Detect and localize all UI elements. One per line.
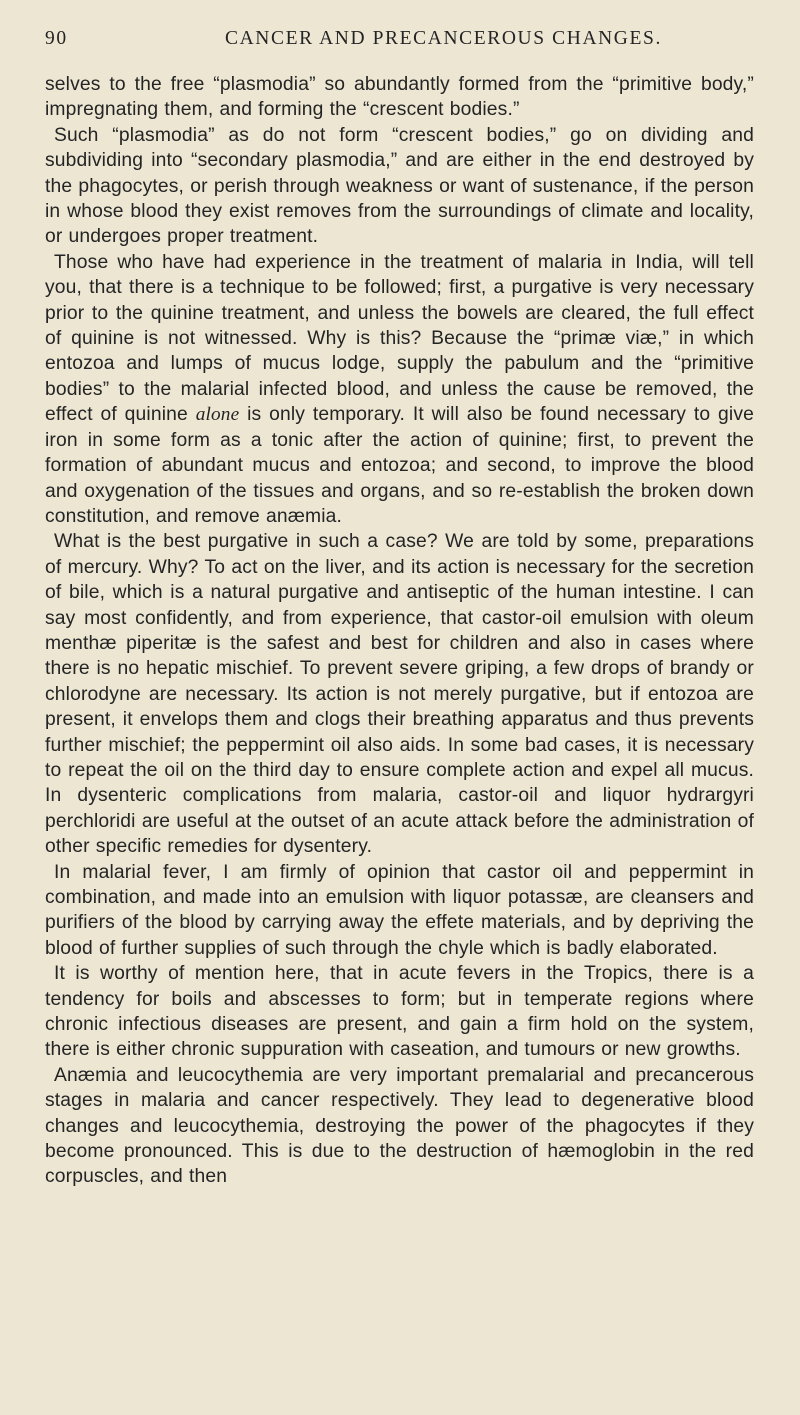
body-text [45, 72, 754, 1190]
paragraph-text: Anæmia and leucocythemia are very important premalarial and precancerous stages in malaria and cancer respectively. They lead to degenerative blood changes and leucocythemia, destroying the power of the phagocytes if they become pronounced. This is due to the destruction of hæmoglobin in the red corpuscles, and then [45, 1064, 754, 1188]
paragraph-text: In malarial fever, I am firmly of opinion that castor oil and peppermint in combination, and made into an emulsion with liquor potassæ, are cleansers and purifiers of the blood by carrying away the effete materials, and by depriving the blood of further supplies of such through the chyle which is badly elaborated. [45, 861, 754, 959]
paragraph-text: What is the best purgative in such a case? We are told by some, preparations of mercury. Why? To act on the liver, and its action is necessary for the secretion of bile, which is a natural purgative and antiseptic of the human intestine. I can say most confidently, and from experience, that castor-oil emulsion with oleum menthæ piperitæ is the safest and best for children and also in cases where there is no hepatic mischief. To prevent severe griping, a few drops of brandy or chlorodyne are necessary. Its action is not merely purgative, but if entozoa are present, it envelops them and clogs their breathing apparatus and thus prevents further mischief; the peppermint oil also aids. In some bad cases, it is necessary to repeat the oil on the third day to ensure complete action and expel all mucus. In dysenteric complications from malaria, castor-oil and liquor hydrargyri perchloridi are useful at the outset of an acute attack before the administration of other specific remedies for dysentery. [45, 531, 754, 858]
paragraph-text-after-emphasis: is only temporary. It will also be found necessary to give iron in some form as a tonic after the action of quinine; first, to prevent the formation of abundant mucus and entozoa; and second, to improve the blood and oxygenation of the tissues and organs, and so re-establish the broken down constitution, and remove anæmia. [45, 404, 755, 527]
paragraph-boils-abscesses [45, 961, 754, 1063]
paragraph-continuation [45, 72, 754, 123]
emphasis-alone: alone [195, 404, 240, 426]
paragraph-best-purgative [45, 529, 754, 859]
paragraph-malarial-fever [45, 860, 754, 962]
paragraph-text: selves to the free “plasmodia” so abundantly formed from the “primitive body,” impregnating them, and forming the “crescent bodies.” [45, 74, 754, 121]
paragraph-text: Such “plasmodia” as do not form “crescent bodies,” go on dividing and subdividing into “secondary plasmodia,” and are either in the end destroyed by the phagocytes, or perish through weakness or want of sustenance, if the person in whose blood they exist removes from the surroundings of climate and locality, or undergoes proper treatment. [45, 124, 754, 248]
paragraph-anaemia [45, 1063, 754, 1190]
page-number: 90 [45, 28, 68, 49]
running-title: CANCER AND PRECANCEROUS CHANGES. [225, 28, 662, 49]
page-header [45, 26, 754, 72]
paragraph-secondary-plasmodia [45, 123, 754, 250]
paragraph-text: It is worthy of mention here, that in acute fevers in the Tropics, there is a tendency for boils and abscesses to form; but in temperate regions where chronic infectious diseases are present, and gain a firm hold on the system, there is either chronic suppuration with caseation, and tumours or new growths. [45, 963, 754, 1061]
paragraph-treatment-technique [45, 250, 754, 529]
paragraph-text: Those who have had experience in the treatment of malaria in India, will tell you, that there is a technique to be followed; first, a purgative is very necessary prior to the quinine treatment, and unless the bowels are cleared, the full effect of quinine is not witnessed. Why is this? Because the “primæ viæ,” in which entozoa and lumps of mucus lodge, supply the pabulum and the “primitive bodies” to the malarial infected blood, and unless the cause be removed, the effect of quinine [45, 251, 754, 426]
